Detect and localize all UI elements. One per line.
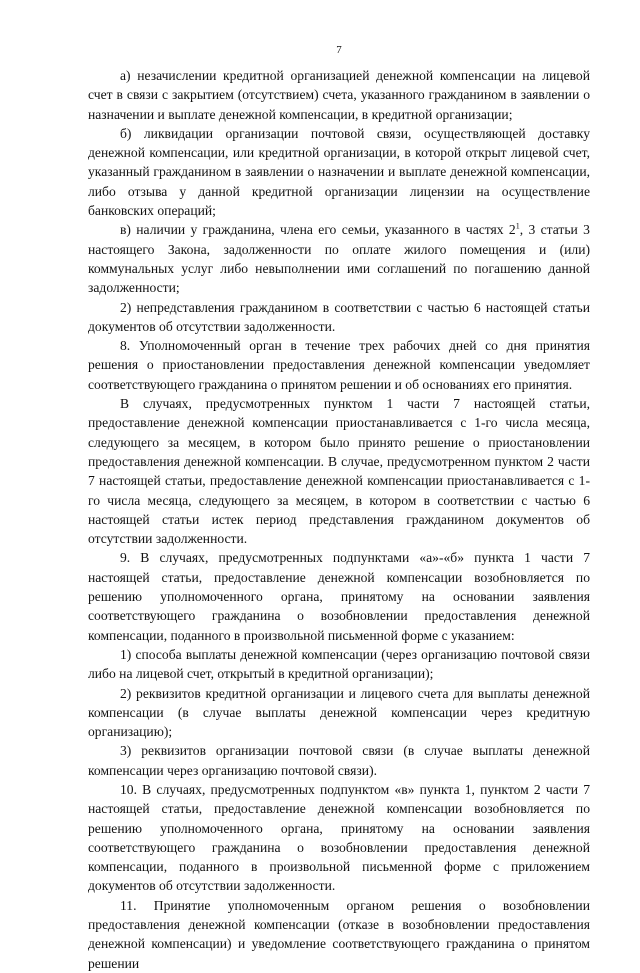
paragraph-2-nepredstavlenie: 2) непредставления гражданином в соответствии с частью 6 настоящей статьи документов об отсутствии задолженности. bbox=[88, 299, 590, 334]
paragraph-9-item-3: 3) реквизитов организации почтовой связи (в случае выплаты денежной компенсации через организацию почтовой связи). bbox=[88, 743, 590, 778]
paragraph-v-superscript: 1 bbox=[515, 221, 520, 231]
paragraph-11: 11. Принятие уполномоченным органом решения о возобновлении предоставления денежной компенсации (отказе в возобновлении предоставления денежной компенсации) и уведомление соответствующего гражданина о принятом решении bbox=[88, 897, 590, 971]
document-body bbox=[88, 66, 590, 973]
paragraph-8-cases: В случаях, предусмотренных пунктом 1 части 7 настоящей статьи, предоставление денежной компенсации приостанавливается с 1-го числа месяца, следующего за месяцем, в котором было принято решение о приостановлении предоставления денежной компенсации. В случае, предусмотренном пунктом 2 части 7 настоящей статьи, предоставление денежной компенсации приостанавливается с 1-го числа месяца, следующего за месяцем, в котором в соответствии с частью 6 настоящей статьи истек период представления гражданином документов об отсутствии задолженности. bbox=[88, 396, 590, 547]
paragraph-9-item-1: 1) способа выплаты денежной компенсации (через организацию почтовой связи либо на лицевой счет, открытый в кредитной организации); bbox=[88, 646, 590, 682]
paragraph-v-text-start: в) наличии у гражданина, члена его семьи, указанного в частях 2 bbox=[120, 222, 516, 238]
paragraph-10: 10. В случаях, предусмотренных подпунктом «в» пункта 1, пунктом 2 части 7 настоящей статьи, предоставление денежной компенсации возобновляется по решению уполномоченного органа, принятому на основании заявления соответствующего гражданина о возобновлении предоставления денежной компенсации, поданного в произвольной письменной форме с приложением документов об отсутствии задолженности. bbox=[88, 781, 590, 894]
paragraph-8: 8. Уполномоченный орган в течение трех рабочих дней со дня принятия решения о приостановлении предоставления денежной компенсации уведомляет соответствующего гражданина о принятом решении и об основаниях его принятия. bbox=[88, 338, 590, 392]
paragraph-a-nezachislenie: а) незачислении кредитной организацией денежной компенсации на лицевой счет в связи с закрытием (отсутствием) счета, указанного гражданином в заявлении о назначении и выплате денежной компенсации, в кредитной организации; bbox=[88, 68, 590, 122]
paragraph-9: 9. В случаях, предусмотренных подпунктами «а»-«б» пункта 1 части 7 настоящей статьи, предоставление денежной компенсации возобновляется по решению уполномоченного органа, принятому на основании заявления соответствующего гражданина о возобновлении предоставления денежной компенсации, поданного в произвольной письменной форме с указанием: bbox=[88, 550, 590, 643]
page-number: 7 bbox=[336, 44, 342, 56]
paragraph-v-zadolzhennost bbox=[88, 220, 590, 297]
paragraph-b-likvidaciya: б) ликвидации организации почтовой связи, осуществляющей доставку денежной компенсации, или кредитной организации, в которой открыт лицевой счет, указанный гражданином в заявлении о назначении и выплате денежной компенсации, либо отзыва у данной кредитной организации лицензии на осуществление банковских операций; bbox=[88, 125, 590, 219]
paragraph-v-text-end: , 3 статьи 3 настоящего Закона, задолженности по оплате жилого помещения и (или) коммунальных услуг либо невыполнении ими соглашений по погашению данной задолженности; bbox=[88, 222, 590, 296]
paragraph-9-item-2: 2) реквизитов кредитной организации и лицевого счета для выплаты денежной компенсации (в случае выплаты денежной компенсации через кредитную организацию); bbox=[88, 685, 590, 740]
